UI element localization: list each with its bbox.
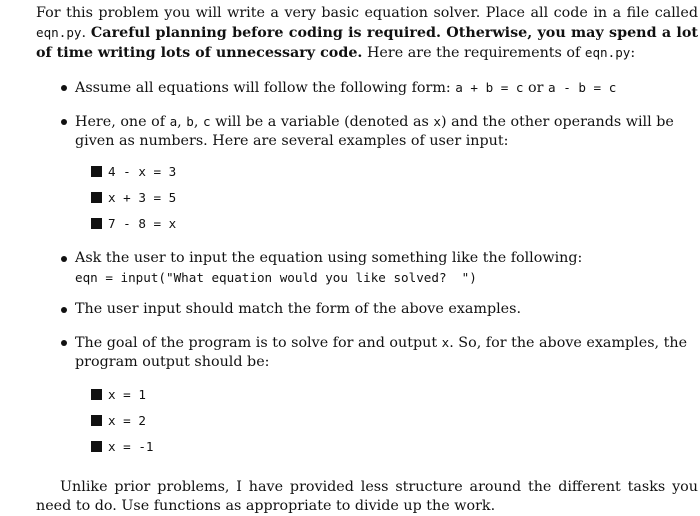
square-bullet-icon [91,389,102,400]
example-output-item [36,434,698,460]
requirement-item-match [36,300,698,319]
bullet-icon [61,119,67,125]
example-input-text: x + 3 = 5 [108,190,177,205]
bullet-icon [61,256,67,262]
example-output-list [36,382,698,460]
b2-text-3: ) and the other operands will be given as numbers. Here are several examples of user input: [75,114,674,149]
b2-comma-2: , [193,114,203,130]
bullet-icon [61,85,67,91]
requirement-item-input [36,249,698,288]
intro-text-2: . [81,25,91,41]
example-input-item [36,211,698,237]
b5-text-2: . So, for the above examples, the program output should be: [75,335,688,370]
b2-comma-1: , [177,114,187,130]
b5-var-x: x [441,335,450,350]
example-input-item [36,159,698,185]
example-output-text: x = -1 [108,439,154,454]
example-output-item [36,408,698,434]
outro-paragraph [36,478,698,516]
b2-var-c: c [202,114,211,129]
example-output-item [36,382,698,408]
b1-text-2: or [523,80,549,96]
example-input-item [36,185,698,211]
b1-form-sub: a - b = c [548,80,617,95]
b3-text-1: Ask the user to input the equation using something like the following: [75,250,583,266]
b1-form-add: a + b = c [455,80,524,95]
intro-text-1: For this problem you will write a very basic equation solver. Place all code in a file called [36,5,698,21]
b5-text-1: The goal of the program is to solve for and output [75,335,442,351]
b1-text-1: Assume all equations will follow the following form: [75,80,456,96]
b2-var-a: a [169,114,178,129]
intro-bold-warning: Careful planning before coding is required. Otherwise, you may spend a lot of time writing lots of unnecessary code. [36,25,698,61]
square-bullet-icon [91,415,102,426]
outro-text: Unlike prior problems, I have provided less structure around the different tasks you need to do. Use functions as appropriate to divide up the work. [36,479,698,514]
example-input-text: 4 - x = 3 [108,164,177,179]
intro-text-4: : [630,45,636,61]
requirement-item-form [36,78,698,98]
b2-var-x: x [433,114,441,129]
intro-filename-1: eqn.py [36,25,82,40]
square-bullet-icon [91,192,102,203]
example-output-text: x = 1 [108,387,146,402]
requirements-list [36,78,698,460]
bullet-icon [61,340,67,346]
square-bullet-icon [91,166,102,177]
b3-input-code: eqn = input("What equation would you like solved? ") [75,270,477,285]
intro-text-3: Here are the requirements of [362,45,585,61]
b2-text-2: will be a variable (denoted as [210,114,434,130]
example-output-text: x = 2 [108,413,146,428]
example-input-text: 7 - 8 = x [108,216,177,231]
intro-paragraph [36,4,698,63]
b2-text-1: Here, one of [75,114,170,130]
b4-text-1: The user input should match the form of the above examples. [75,301,522,317]
requirement-item-output [36,333,698,460]
square-bullet-icon [91,441,102,452]
bullet-icon [61,307,67,313]
document-page [36,4,698,516]
b2-var-b: b [186,114,194,129]
intro-filename-2: eqn.py [584,45,631,60]
square-bullet-icon [91,218,102,229]
example-input-list [36,159,698,237]
requirement-item-variables [36,112,698,237]
